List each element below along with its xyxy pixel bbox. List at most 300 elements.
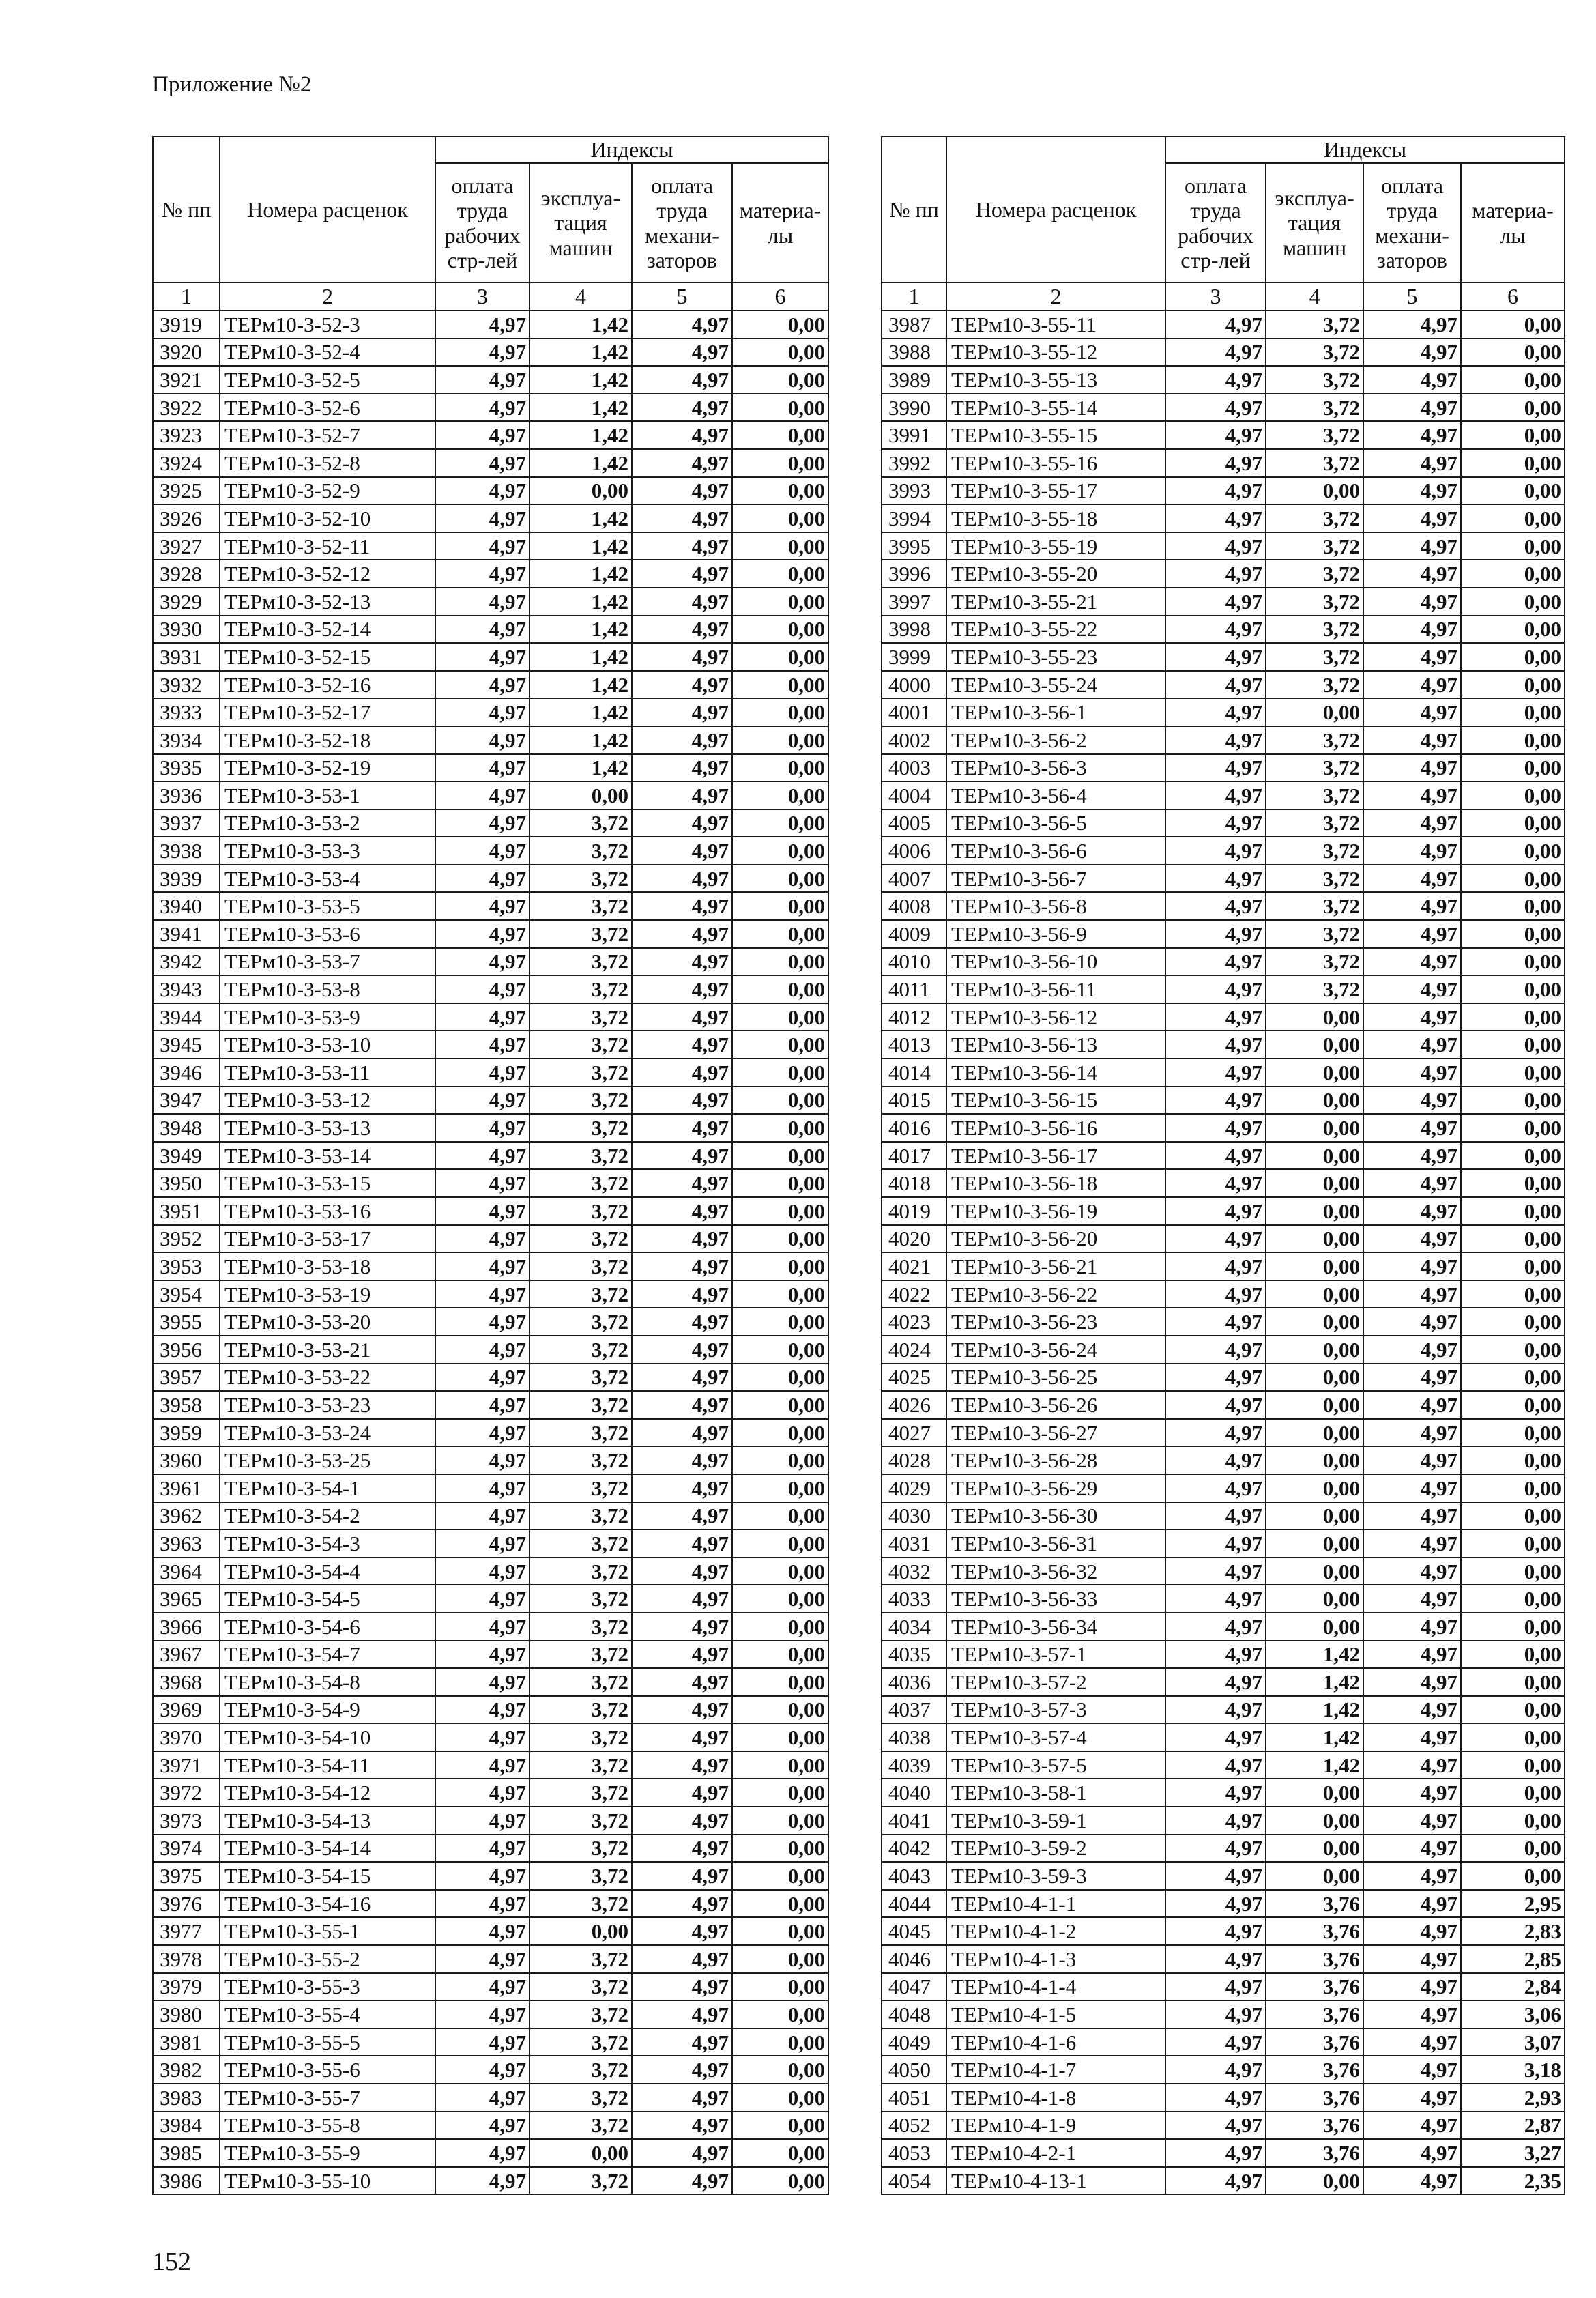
labor-workers-index-cell: 4,97: [435, 1723, 529, 1751]
labor-workers-index-cell: 4,97: [1165, 532, 1266, 560]
row-number-cell: 4002: [882, 726, 946, 754]
materials-index-cell: 0,00: [732, 1723, 828, 1751]
labor-workers-index-cell: 4,97: [435, 1336, 529, 1364]
machine-operation-index-cell: 3,72: [1266, 865, 1363, 893]
machine-operation-index-cell: 0,00: [529, 781, 632, 809]
materials-index-cell: 0,00: [1461, 1835, 1565, 1863]
table-row: [153, 1529, 828, 1557]
rate-code-cell: ТЕРм10-3-52-16: [220, 671, 435, 699]
row-number-cell: 4023: [882, 1308, 946, 1336]
column-number-4: 4: [529, 283, 632, 311]
rate-code-cell: ТЕРм10-3-56-7: [946, 865, 1165, 893]
row-number-cell: 3957: [153, 1364, 220, 1392]
labor-workers-index-cell: 4,97: [1165, 1529, 1266, 1557]
materials-index-cell: 0,00: [732, 1502, 828, 1530]
row-number-cell: 4048: [882, 2000, 946, 2028]
rate-code-cell: ТЕРм10-3-56-30: [946, 1502, 1165, 1530]
machine-operation-index-cell: 3,72: [529, 1197, 632, 1225]
labor-operators-index-cell: 4,97: [1363, 892, 1461, 920]
rate-code-cell: ТЕРм10-3-53-6: [220, 920, 435, 948]
machine-operation-index-cell: 0,00: [1266, 1280, 1363, 1308]
labor-workers-index-cell: 4,97: [1165, 1779, 1266, 1807]
labor-operators-index-cell: 4,97: [632, 1668, 732, 1696]
rate-code-cell: ТЕРм10-4-1-3: [946, 1945, 1165, 1973]
materials-index-cell: 0,00: [1461, 975, 1565, 1003]
machine-operation-index-cell: 3,72: [529, 1419, 632, 1447]
labor-operators-index-cell: 4,97: [632, 781, 732, 809]
rate-code-cell: ТЕРм10-3-56-22: [946, 1280, 1165, 1308]
machine-operation-index-cell: 3,72: [1266, 920, 1363, 948]
labor-workers-index-cell: 4,97: [1165, 1835, 1266, 1863]
table-row: [153, 643, 828, 671]
table-header: [882, 137, 1565, 311]
materials-index-cell: 0,00: [1461, 1225, 1565, 1253]
table-row: [882, 2139, 1565, 2167]
rate-code-cell: ТЕРм10-4-1-2: [946, 1917, 1165, 1945]
row-number-cell: 4017: [882, 1142, 946, 1170]
rate-code-cell: ТЕРм10-4-1-4: [946, 1973, 1165, 2001]
labor-workers-index-cell: 4,97: [435, 1280, 529, 1308]
rate-code-cell: ТЕРм10-3-56-19: [946, 1197, 1165, 1225]
rate-code-cell: ТЕРм10-3-56-3: [946, 754, 1165, 782]
rate-code-cell: ТЕРм10-3-53-13: [220, 1114, 435, 1142]
materials-index-cell: 0,00: [732, 1557, 828, 1585]
materials-index-cell: 0,00: [1461, 1585, 1565, 1613]
labor-operators-index-cell: 4,97: [632, 1197, 732, 1225]
row-number-cell: 3949: [153, 1142, 220, 1170]
row-number-cell: 3959: [153, 1419, 220, 1447]
machine-operation-index-cell: 3,72: [529, 975, 632, 1003]
machine-operation-index-cell: 3,72: [529, 1557, 632, 1585]
labor-workers-index-cell: 4,97: [435, 1668, 529, 1696]
row-number-cell: 3999: [882, 643, 946, 671]
rate-code-cell: ТЕРм10-3-57-2: [946, 1668, 1165, 1696]
table-row: [153, 504, 828, 532]
rate-code-cell: ТЕРм10-3-54-14: [220, 1835, 435, 1863]
table-row: [882, 477, 1565, 505]
row-number-cell: 3983: [153, 2084, 220, 2112]
machine-operation-index-cell: 1,42: [529, 698, 632, 726]
materials-index-cell: 0,00: [732, 1087, 828, 1115]
machine-operation-index-cell: 3,72: [1266, 339, 1363, 367]
table-row: [882, 532, 1565, 560]
machine-operation-index-cell: 0,00: [1266, 1142, 1363, 1170]
column-number-row: [882, 283, 1565, 311]
rate-code-cell: ТЕРм10-3-55-1: [220, 1917, 435, 1945]
row-number-cell: 4027: [882, 1419, 946, 1447]
machine-operation-index-cell: 3,72: [529, 1696, 632, 1724]
table-row: [882, 311, 1565, 339]
table-row: [153, 1917, 828, 1945]
materials-index-cell: 0,00: [1461, 504, 1565, 532]
labor-operators-index-cell: 4,97: [1363, 809, 1461, 837]
machine-operation-index-cell: 3,76: [1266, 2056, 1363, 2084]
labor-operators-index-cell: 4,97: [632, 1169, 732, 1197]
materials-index-cell: 0,00: [732, 394, 828, 422]
labor-workers-index-cell: 4,97: [1165, 837, 1266, 865]
labor-workers-index-cell: 4,97: [1165, 865, 1266, 893]
labor-operators-index-cell: 4,97: [632, 366, 732, 394]
materials-index-cell: 0,00: [732, 1835, 828, 1863]
materials-index-cell: 0,00: [1461, 1668, 1565, 1696]
labor-workers-index-cell: 4,97: [435, 1059, 529, 1087]
labor-operators-index-cell: 4,97: [632, 1641, 732, 1669]
rate-code-cell: ТЕРм10-3-52-7: [220, 421, 435, 449]
table-row: [153, 1280, 828, 1308]
materials-index-cell: 0,00: [1461, 948, 1565, 976]
rate-code-cell: ТЕРм10-3-53-25: [220, 1446, 435, 1474]
rate-code-cell: ТЕРм10-3-53-17: [220, 1225, 435, 1253]
materials-index-cell: 0,00: [732, 1751, 828, 1779]
rate-code-cell: ТЕРм10-3-56-21: [946, 1252, 1165, 1280]
row-number-cell: 4041: [882, 1807, 946, 1835]
table-row: [882, 865, 1565, 893]
row-number-cell: 4053: [882, 2139, 946, 2167]
rate-code-cell: ТЕРм10-3-52-15: [220, 643, 435, 671]
table-row: [153, 1613, 828, 1641]
labor-operators-index-cell: 4,97: [1363, 1557, 1461, 1585]
materials-index-cell: 0,00: [1461, 1502, 1565, 1530]
labor-operators-index-cell: 4,97: [1363, 2000, 1461, 2028]
materials-index-cell: 0,00: [1461, 616, 1565, 644]
machine-operation-index-cell: 3,72: [1266, 366, 1363, 394]
labor-operators-index-cell: 4,97: [632, 2139, 732, 2167]
row-number-cell: 4015: [882, 1087, 946, 1115]
machine-operation-index-cell: 3,72: [1266, 311, 1363, 339]
table-row: [882, 1003, 1565, 1031]
machine-operation-index-cell: 0,00: [1266, 1391, 1363, 1419]
machine-operation-index-cell: 3,72: [1266, 726, 1363, 754]
materials-index-cell: 0,00: [732, 809, 828, 837]
row-number-cell: 3979: [153, 1973, 220, 2001]
materials-index-cell: 0,00: [732, 449, 828, 477]
labor-workers-index-cell: 4,97: [1165, 975, 1266, 1003]
labor-operators-index-cell: 4,97: [632, 532, 732, 560]
row-number-cell: 3955: [153, 1308, 220, 1336]
materials-index-cell: 0,00: [1461, 1862, 1565, 1890]
table-row: [153, 1003, 828, 1031]
row-number-cell: 4010: [882, 948, 946, 976]
labor-operators-index-cell: 4,97: [632, 1364, 732, 1392]
table-row: [882, 449, 1565, 477]
labor-workers-index-cell: 4,97: [435, 2028, 529, 2056]
row-number-cell: 3965: [153, 1585, 220, 1613]
labor-workers-index-cell: 4,97: [1165, 1807, 1266, 1835]
table-row: [882, 1169, 1565, 1197]
rate-code-cell: ТЕРм10-3-53-15: [220, 1169, 435, 1197]
labor-operators-index-cell: 4,97: [632, 1336, 732, 1364]
row-number-cell: 4011: [882, 975, 946, 1003]
rate-code-cell: ТЕРм10-3-55-11: [946, 311, 1165, 339]
materials-index-cell: 0,00: [1461, 1807, 1565, 1835]
labor-workers-index-cell: 4,97: [435, 671, 529, 699]
labor-workers-index-cell: 4,97: [435, 975, 529, 1003]
materials-index-cell: 3,18: [1461, 2056, 1565, 2084]
rate-code-cell: ТЕРм10-3-56-4: [946, 781, 1165, 809]
table-row: [153, 1668, 828, 1696]
row-number-cell: 3989: [882, 366, 946, 394]
rate-code-cell: ТЕРм10-3-57-1: [946, 1641, 1165, 1669]
row-number-cell: 4047: [882, 1973, 946, 2001]
labor-workers-index-cell: 4,97: [1165, 671, 1266, 699]
row-number-cell: 4008: [882, 892, 946, 920]
row-number-cell: 3945: [153, 1031, 220, 1059]
row-number-cell: 3986: [153, 2167, 220, 2195]
table-row: [882, 1696, 1565, 1724]
column-number-6: 6: [1461, 283, 1565, 311]
machine-operation-index-cell: 3,76: [1266, 1890, 1363, 1918]
labor-operators-index-cell: 4,97: [632, 892, 732, 920]
machine-operation-index-cell: 1,42: [529, 671, 632, 699]
labor-workers-index-cell: 4,97: [1165, 421, 1266, 449]
table-row: [882, 2112, 1565, 2140]
table-row: [882, 1723, 1565, 1751]
labor-operators-index-cell: 4,97: [632, 1696, 732, 1724]
column-header-labor-operators: оплата труда механи- заторов: [632, 163, 732, 283]
labor-workers-index-cell: 4,97: [1165, 643, 1266, 671]
table-row: [153, 2028, 828, 2056]
table-row: [882, 1280, 1565, 1308]
row-number-cell: 3978: [153, 1945, 220, 1973]
labor-workers-index-cell: 4,97: [1165, 477, 1266, 505]
materials-index-cell: 0,00: [732, 948, 828, 976]
labor-workers-index-cell: 4,97: [435, 560, 529, 588]
rate-code-cell: ТЕРм10-3-55-23: [946, 643, 1165, 671]
labor-workers-index-cell: 4,97: [1165, 1723, 1266, 1751]
materials-index-cell: 0,00: [732, 2000, 828, 2028]
labor-workers-index-cell: 4,97: [435, 1585, 529, 1613]
labor-operators-index-cell: 4,97: [1363, 698, 1461, 726]
row-number-cell: 3931: [153, 643, 220, 671]
labor-operators-index-cell: 4,97: [632, 809, 732, 837]
labor-workers-index-cell: 4,97: [1165, 394, 1266, 422]
rate-code-cell: ТЕРм10-3-54-3: [220, 1529, 435, 1557]
table-row: [882, 892, 1565, 920]
materials-index-cell: 0,00: [1461, 1557, 1565, 1585]
materials-index-cell: 0,00: [732, 1336, 828, 1364]
rate-code-cell: ТЕРм10-3-53-8: [220, 975, 435, 1003]
row-number-cell: 4028: [882, 1446, 946, 1474]
table-row: [153, 1585, 828, 1613]
labor-workers-index-cell: 4,97: [1165, 1419, 1266, 1447]
table-row: [153, 1336, 828, 1364]
materials-index-cell: 0,00: [732, 2028, 828, 2056]
table-row: [153, 1031, 828, 1059]
row-number-cell: 3919: [153, 311, 220, 339]
column-group-indices: Индексы: [1165, 137, 1565, 163]
column-number-row: [153, 283, 828, 311]
labor-operators-index-cell: 4,97: [1363, 1114, 1461, 1142]
row-number-cell: 4030: [882, 1502, 946, 1530]
labor-operators-index-cell: 4,97: [1363, 975, 1461, 1003]
machine-operation-index-cell: 3,72: [529, 1059, 632, 1087]
table-row: [153, 339, 828, 367]
labor-operators-index-cell: 4,97: [632, 1890, 732, 1918]
materials-index-cell: 0,00: [732, 1613, 828, 1641]
machine-operation-index-cell: 0,00: [1266, 698, 1363, 726]
machine-operation-index-cell: 3,76: [1266, 1917, 1363, 1945]
row-number-cell: 4020: [882, 1225, 946, 1253]
labor-operators-index-cell: 4,97: [1363, 1474, 1461, 1502]
labor-workers-index-cell: 4,97: [435, 2084, 529, 2112]
materials-index-cell: 0,00: [1461, 532, 1565, 560]
table-row: [153, 809, 828, 837]
column-number-1: 1: [882, 283, 946, 311]
row-number-cell: 3980: [153, 2000, 220, 2028]
row-number-cell: 3953: [153, 1252, 220, 1280]
rate-code-cell: ТЕРм10-3-57-5: [946, 1751, 1165, 1779]
row-number-cell: 4000: [882, 671, 946, 699]
materials-index-cell: 0,00: [1461, 1169, 1565, 1197]
labor-workers-index-cell: 4,97: [435, 311, 529, 339]
row-number-cell: 3920: [153, 339, 220, 367]
materials-index-cell: 0,00: [732, 920, 828, 948]
table-row: [153, 1419, 828, 1447]
column-header-machine-operation: эксплуа- тация машин: [529, 163, 632, 283]
column-header-rate-codes: Номера расценок: [220, 137, 435, 283]
rate-code-cell: ТЕРм10-3-56-33: [946, 1585, 1165, 1613]
rate-code-cell: ТЕРм10-3-56-10: [946, 948, 1165, 976]
labor-workers-index-cell: 4,97: [1165, 726, 1266, 754]
labor-workers-index-cell: 4,97: [435, 1807, 529, 1835]
rate-code-cell: ТЕРм10-3-55-15: [946, 421, 1165, 449]
rate-code-cell: ТЕРм10-3-55-5: [220, 2028, 435, 2056]
labor-workers-index-cell: 4,97: [1165, 1973, 1266, 2001]
labor-operators-index-cell: 4,97: [632, 394, 732, 422]
table-row: [882, 975, 1565, 1003]
table-row: [882, 726, 1565, 754]
materials-index-cell: 0,00: [732, 1142, 828, 1170]
rate-code-cell: ТЕРм10-3-56-5: [946, 809, 1165, 837]
table-row: [153, 449, 828, 477]
rate-code-cell: ТЕРм10-4-1-7: [946, 2056, 1165, 2084]
labor-operators-index-cell: 4,97: [632, 1723, 732, 1751]
rate-code-cell: ТЕРм10-3-53-21: [220, 1336, 435, 1364]
rate-code-cell: ТЕРм10-3-56-31: [946, 1529, 1165, 1557]
machine-operation-index-cell: 0,00: [1266, 1336, 1363, 1364]
table-row: [882, 366, 1565, 394]
labor-operators-index-cell: 4,97: [632, 1142, 732, 1170]
table-row: [153, 920, 828, 948]
column-number-2: 2: [946, 283, 1165, 311]
labor-workers-index-cell: 4,97: [435, 1419, 529, 1447]
labor-workers-index-cell: 4,97: [435, 1696, 529, 1724]
labor-operators-index-cell: 4,97: [632, 2112, 732, 2140]
column-number-4: 4: [1266, 283, 1363, 311]
labor-operators-index-cell: 4,97: [632, 643, 732, 671]
row-number-cell: 4033: [882, 1585, 946, 1613]
rate-code-cell: ТЕРм10-4-2-1: [946, 2139, 1165, 2167]
labor-workers-index-cell: 4,97: [1165, 1917, 1266, 1945]
machine-operation-index-cell: 3,72: [1266, 643, 1363, 671]
labor-workers-index-cell: 4,97: [1165, 1502, 1266, 1530]
labor-workers-index-cell: 4,97: [1165, 948, 1266, 976]
table-row: [153, 1169, 828, 1197]
machine-operation-index-cell: 3,72: [529, 1890, 632, 1918]
machine-operation-index-cell: 1,42: [529, 754, 632, 782]
table-row: [153, 671, 828, 699]
rate-code-cell: ТЕРм10-3-54-2: [220, 1502, 435, 1530]
column-header-labor-workers: оплата труда рабочих стр-лей: [1165, 163, 1266, 283]
materials-index-cell: 0,00: [1461, 865, 1565, 893]
column-header-materials: материа- лы: [732, 163, 828, 283]
row-number-cell: 3988: [882, 339, 946, 367]
table-row: [882, 1779, 1565, 1807]
labor-workers-index-cell: 4,97: [1165, 2056, 1266, 2084]
row-number-cell: 3944: [153, 1003, 220, 1031]
rate-code-cell: ТЕРм10-4-1-5: [946, 2000, 1165, 2028]
labor-workers-index-cell: 4,97: [1165, 1280, 1266, 1308]
row-number-cell: 4003: [882, 754, 946, 782]
table-row: [882, 1474, 1565, 1502]
machine-operation-index-cell: 3,72: [529, 1779, 632, 1807]
left-index-table: [152, 136, 829, 2195]
labor-operators-index-cell: 4,97: [1363, 837, 1461, 865]
rate-code-cell: ТЕРм10-3-52-6: [220, 394, 435, 422]
materials-index-cell: 0,00: [732, 1862, 828, 1890]
labor-operators-index-cell: 4,97: [632, 1225, 732, 1253]
materials-index-cell: 0,00: [732, 588, 828, 616]
materials-index-cell: 0,00: [732, 1973, 828, 2001]
machine-operation-index-cell: 3,72: [1266, 892, 1363, 920]
machine-operation-index-cell: 0,00: [1266, 477, 1363, 505]
row-number-cell: 3933: [153, 698, 220, 726]
column-header-number: № пп: [153, 137, 220, 283]
machine-operation-index-cell: 3,72: [529, 1003, 632, 1031]
machine-operation-index-cell: 3,72: [529, 1502, 632, 1530]
row-number-cell: 4043: [882, 1862, 946, 1890]
row-number-cell: 3981: [153, 2028, 220, 2056]
table-row: [882, 1446, 1565, 1474]
rate-code-cell: ТЕРм10-3-56-1: [946, 698, 1165, 726]
table-row: [153, 1197, 828, 1225]
row-number-cell: 4035: [882, 1641, 946, 1669]
row-number-cell: 3969: [153, 1696, 220, 1724]
labor-workers-index-cell: 4,97: [435, 698, 529, 726]
labor-operators-index-cell: 4,97: [632, 1751, 732, 1779]
materials-index-cell: 0,00: [732, 1890, 828, 1918]
row-number-cell: 4024: [882, 1336, 946, 1364]
row-number-cell: 3927: [153, 532, 220, 560]
labor-operators-index-cell: 4,97: [1363, 616, 1461, 644]
column-header-rate-codes: Номера расценок: [946, 137, 1165, 283]
machine-operation-index-cell: 1,42: [529, 366, 632, 394]
machine-operation-index-cell: 3,72: [529, 1751, 632, 1779]
materials-index-cell: 0,00: [732, 504, 828, 532]
labor-operators-index-cell: 4,97: [1363, 1779, 1461, 1807]
table-row: [882, 1585, 1565, 1613]
labor-operators-index-cell: 4,97: [1363, 1087, 1461, 1115]
rate-code-cell: ТЕРм10-3-54-11: [220, 1751, 435, 1779]
labor-workers-index-cell: 4,97: [1165, 1862, 1266, 1890]
labor-operators-index-cell: 4,97: [1363, 1142, 1461, 1170]
row-number-cell: 3976: [153, 1890, 220, 1918]
rate-code-cell: ТЕРм10-3-55-2: [220, 1945, 435, 1973]
labor-workers-index-cell: 4,97: [1165, 2000, 1266, 2028]
materials-index-cell: 0,00: [1461, 1364, 1565, 1392]
labor-operators-index-cell: 4,97: [1363, 421, 1461, 449]
labor-operators-index-cell: 4,97: [632, 948, 732, 976]
row-number-cell: 3930: [153, 616, 220, 644]
labor-operators-index-cell: 4,97: [632, 1917, 732, 1945]
machine-operation-index-cell: 3,72: [529, 1364, 632, 1392]
row-number-cell: 4039: [882, 1751, 946, 1779]
materials-index-cell: 0,00: [732, 1779, 828, 1807]
labor-operators-index-cell: 4,97: [632, 588, 732, 616]
materials-index-cell: 0,00: [1461, 671, 1565, 699]
machine-operation-index-cell: 3,72: [529, 1169, 632, 1197]
labor-operators-index-cell: 4,97: [632, 2167, 732, 2195]
